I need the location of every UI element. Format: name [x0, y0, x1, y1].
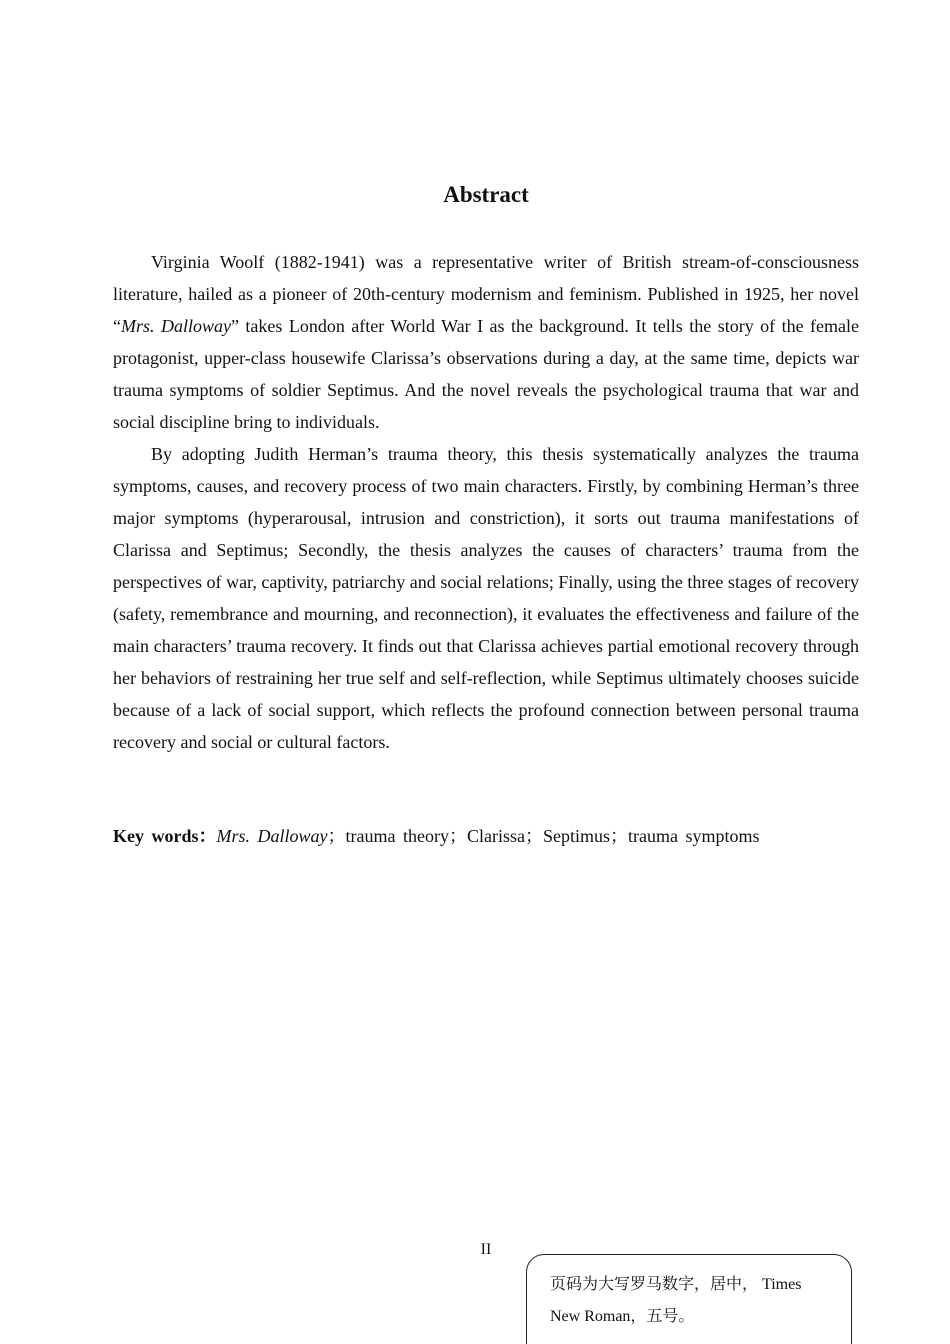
annotation-comment-box — [526, 1254, 852, 1344]
annotation-line-1: 页码为大写罗马数字，居中， Times — [550, 1276, 802, 1293]
keywords-label: Key words： — [113, 826, 217, 846]
keyword-5: trauma symptoms — [627, 826, 760, 846]
keyword-separator: ； — [327, 826, 346, 846]
novel-title: Mrs. Dalloway — [121, 316, 231, 336]
keyword-separator: ； — [448, 826, 467, 846]
keyword-2: trauma theory — [345, 826, 449, 846]
keyword-1: Mrs. Dalloway — [216, 826, 328, 846]
annotation-line-2: New Roman，五号。 — [550, 1308, 695, 1325]
abstract-heading: Abstract — [443, 182, 529, 207]
page-number: II — [480, 1241, 492, 1258]
keyword-3: Clarissa — [466, 826, 525, 846]
keyword-4: Septimus — [542, 826, 610, 846]
paragraph-1 — [113, 246, 859, 438]
paragraph-1-text-b: ” takes London after World War I as the background. It tells the story of the female protagonist, upper-class housewife Clarissa’s observations during a day, at the same time, depicts war trauma symptoms of soldier Septimus. And the novel reveals the psychological trauma that war and social discipline bring to individuals. — [113, 316, 860, 432]
keyword-separator: ； — [609, 826, 628, 846]
abstract-body — [113, 246, 859, 758]
paragraph-1-text-a: Virginia Woolf (1882-1941) was a representative writer of British stream-of-consciousness literature, hailed as a pioneer of 20th-century modernism and feminism. Published in 1925, her novel “ — [113, 252, 859, 336]
keyword-separator: ； — [524, 826, 543, 846]
paragraph-2: By adopting Judith Herman’s trauma theory, this thesis systematically analyzes the trauma symptoms, causes, and recovery process of two main characters. Firstly, by combining Herman’s three major symptoms (hyperarousal, intrusion and constriction), it sorts out trauma manifestations of Clarissa and Septimus; Secondly, the thesis analyzes the causes of characters’ trauma from the perspectives of war, captivity, patriarchy and social relations; Finally, using the three stages of recovery (safety, remembrance and mourning, and reconnection), it evaluates the effectiveness and failure of the main characters’ trauma recovery. It finds out that Clarissa achieves partial emotional recovery through her behaviors of restraining her true self and self-reflection, while Septimus ultimately chooses suicide because of a lack of social support, which reflects the profound connection between personal trauma recovery and social or cultural factors. — [113, 444, 859, 752]
keywords-line — [113, 820, 873, 852]
